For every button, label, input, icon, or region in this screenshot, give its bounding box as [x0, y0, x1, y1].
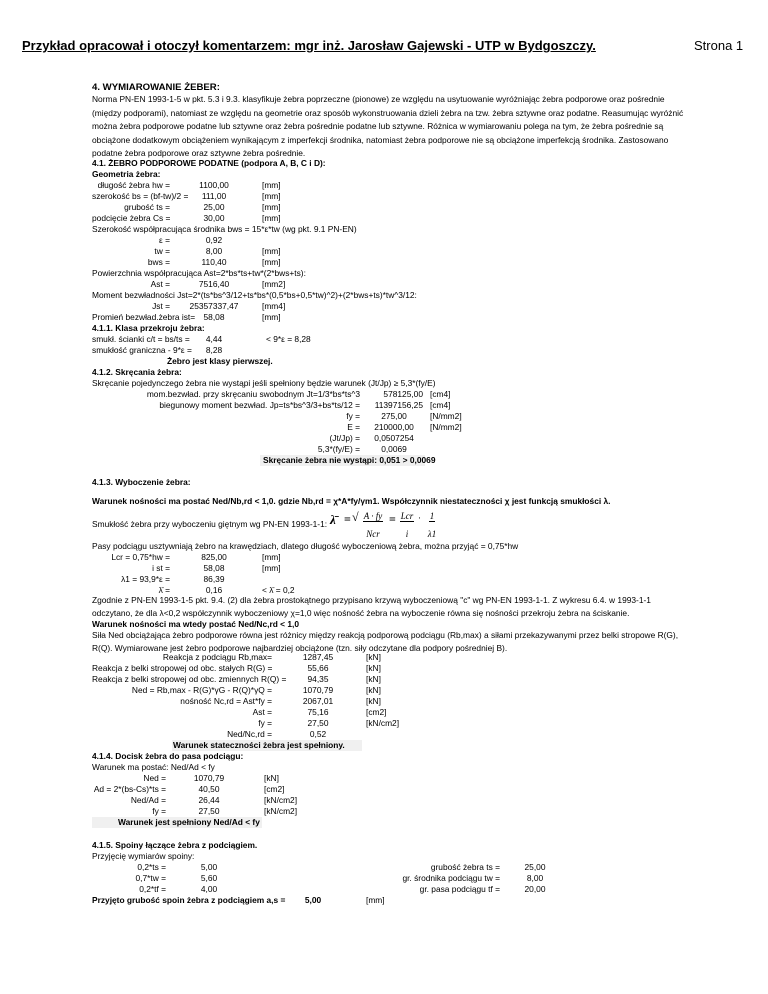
formula-lambda: λ̄	[330, 512, 336, 527]
row-unit: < λ̄ = 0,2	[262, 585, 295, 595]
s413-title: 4.1.3. Wyboczenie żebra:	[92, 477, 191, 487]
row-value: 111,00	[201, 191, 227, 201]
ist-unit: [mm]	[262, 312, 281, 322]
final-value: 5,00	[304, 895, 322, 905]
force-text: Siła Ned obciążająca żebro podporowe równa jest różnicy między reakcją podporową podciągu (Rb,max) a siłami przekazywanymi przez belki stropowe R(G), R(Q). Wymiarowane jest żebro podporowe najbardziej obciążone (tzn. siły odczytane dla podpory pośredniej B).	[92, 630, 679, 653]
s411-r1-label: smukł. ścianki c/t = bs/ts =	[92, 334, 190, 344]
row-unit: [kN/cm2]	[366, 718, 400, 728]
row-value: 0,52	[309, 729, 327, 739]
row-unit: [kN]	[366, 696, 381, 706]
row-unit: [mm]	[262, 191, 281, 201]
row-value: 5,00	[200, 862, 218, 872]
row-label: tw =	[154, 246, 170, 256]
row-value: 5,60	[200, 873, 218, 883]
row-value: 210000,00	[374, 422, 414, 432]
s411-title: 4.1.1. Klasa przekroju żebra:	[92, 323, 205, 333]
row-unit: [mm]	[262, 246, 281, 256]
row-label: 0,7*tw =	[135, 873, 166, 883]
row-label: podcięcie żebra Cs =	[92, 213, 171, 223]
row-unit: [kN]	[366, 663, 381, 673]
ast-value: 7516,40	[198, 279, 230, 289]
row-unit: [kN]	[366, 652, 381, 662]
row-value: 0,92	[205, 235, 223, 245]
s412-title: 4.1.2. Skręcania żebra:	[92, 367, 182, 377]
row-unit: [kN]	[366, 674, 381, 684]
row-value: 1070,79	[302, 685, 334, 695]
row-label: Reakcja z podciągu Rb,max=	[162, 652, 272, 662]
row-label: nośność Nc,rd = Ast*fy =	[180, 696, 272, 706]
row-label: i st =	[152, 563, 170, 573]
row-value: 8,00	[205, 246, 223, 256]
row-unit: [kN]	[264, 773, 279, 783]
row-label: λ̄ =	[158, 585, 170, 595]
s411-r1-value: 4,44	[205, 334, 223, 344]
row-value: 27,50	[307, 718, 329, 728]
s413-cond: Warunek nośności ma postać Ned/Nb,rd < 1,0. gdzie Nb,rd = χ*A*fy/γm1. Współczynnik niestateczności χ jest funkcją smukłości λ.	[92, 496, 611, 506]
jst-value: 25357337,47	[189, 301, 239, 311]
row-label: szerokość bs = (bf-tw)/2 =	[92, 191, 189, 201]
jst-label: Jst =	[152, 301, 170, 311]
bws-text: Szerokość współpracująca środnika bws = 15*ε*tw (wg pkt. 9.1 PN-EN)	[92, 224, 357, 234]
right-label: gr. środnika podciągu tw =	[402, 873, 500, 883]
s411-result: Żebro jest klasy pierwszej.	[167, 356, 273, 366]
ast-label: Ast =	[150, 279, 170, 289]
row-label: fy =	[152, 806, 166, 816]
s413-cond2: Warunek nośności ma wtedy postać Ned/Nc,rd < 1,0	[92, 619, 300, 629]
page-header-title: Przykład opracował i otoczył komentarzem: mgr inż. Jarosław Gajewski - UTP w Bydgoszczy.	[22, 38, 596, 53]
row-value: 0,16	[205, 585, 223, 595]
s411-r2-label: smukłość graniczna - 9*ε =	[92, 345, 192, 355]
row-unit: [cm2]	[366, 707, 387, 717]
row-label: ε =	[159, 235, 170, 245]
row-label: mom.bezwład. przy skręcaniu swobodnym Jt=1/3*bs*ts^3	[146, 389, 360, 399]
s41-geom-title: Geometria żebra:	[92, 169, 161, 179]
row-unit: [cm4]	[430, 400, 451, 410]
formula-fraction-2: Lcr i	[400, 511, 414, 539]
row-value: 1287,45	[302, 652, 334, 662]
row-value: 0,0069	[381, 444, 407, 454]
row-value: 86,39	[203, 574, 225, 584]
row-value: 825,00	[201, 552, 227, 562]
row-label: E =	[347, 422, 360, 432]
row-label: biegunowy moment bezwład. Jp=ts*bs^3/3+bs*ts/12 =	[159, 400, 360, 410]
row-label: 5,3*(fy/E) =	[317, 444, 360, 454]
row-label: fy =	[258, 718, 272, 728]
row-unit: [mm]	[262, 202, 281, 212]
row-label: Reakcja z belki stropowej od obc. stałych R(G) =	[92, 663, 273, 673]
slenderness-text: Smukłość żebra przy wyboczeniu giętnym wg PN-EN 1993-1-1:	[92, 519, 328, 529]
formula-eq: =	[344, 512, 351, 526]
lcr-text: Pasy podciągu usztywniają żebro na krawędziach, dlatego długość wyboczeniową żebra, można przyjąć = 0,75*hw	[92, 541, 519, 551]
row-value: 40,50	[198, 784, 220, 794]
ast-text: Powierzchnia współpracująca Ast=2*bs*ts+tw*(2*bws+ts):	[92, 268, 306, 278]
row-value: 11397156,25	[374, 400, 423, 410]
row-label: grubość ts =	[124, 202, 170, 212]
intro-paragraph: Norma PN-EN 1993-1-5 w pkt. 5.3 i 9.3. klasyfikuje żebra poprzeczne (pionowe) ze względu na usytuowanie wyróżniając żebra podporowe oraz pośrednie (między podporami), natomiast ze względu na geometrie oraz sposób wykonstruowania dzieli żebra na tzw. żebra sztywne oraz podatne. Reasumując wyróżnić można żebra podporowe podatne lub sztywne oraz żebra pośrednie podatne lub sztywne. Różnica w wymiarowaniu polega na tym, że żebra pośrednie są obciążone dodatkowym obciążeniem wynikającym z imperfekcji środnika, natomiast żebra podporowe nie są obciążone imperfekcją środnika. Zastosowano podatne żebra podporowe oraz sztywne żebra pośrednie.	[92, 94, 684, 159]
page-number: Strona 1	[694, 38, 744, 53]
row-label: Ned/Nc,rd =	[227, 729, 272, 739]
row-unit: [N/mm2]	[430, 411, 462, 421]
right-label: gr. pasa podciągu tf =	[419, 884, 500, 894]
formula-eq-2: =	[389, 512, 396, 526]
s412-result: Skręcanie żebra nie wystąpi: 0,051 > 0,0069	[263, 455, 436, 465]
formula-dot: ·	[418, 513, 421, 523]
s414-cond: Warunek ma postać: Ned/Ad < fy	[92, 762, 215, 772]
row-unit: [mm]	[262, 552, 281, 562]
row-value: 275,00	[381, 411, 407, 421]
s415-sub: Przyjęcię wymiarów spoiny:	[92, 851, 195, 861]
sqrt-icon: √	[352, 510, 359, 524]
row-label: Ned =	[143, 773, 166, 783]
curve-text: Zgodnie z PN-EN 1993-1-5 pkt. 9.4. (2) dla żebra prostokątnego przypisano krzywą wyboczeniową "c" wg PN-EN 1993-1-1. Z wykresu 6.4. w 1993-1-1 odczytano, że dla λ<0,2 współczynnik wyboczeniowy χ=1,0 więc nośność żebra na wyboczenie równa się nośności przekroju żebra na ściskanie.	[92, 595, 651, 618]
final-unit: [mm]	[366, 895, 385, 905]
right-label: grubość żebra ts =	[430, 862, 500, 872]
jst-text: Moment bezwładności Jst=2*(ts*bs^3/12+ts*bs*(0,5*bs+0,5*tw)^2)+(2*bws+ts)*tw^3/12:	[92, 290, 417, 300]
row-unit: [kN]	[366, 685, 381, 695]
row-label: Ned = Rb,max - R(G)*γG - R(Q)*γQ =	[131, 685, 272, 695]
row-unit: [kN/cm2]	[264, 806, 298, 816]
row-label: (Jt/Jp) =	[329, 433, 360, 443]
row-unit: [mm]	[262, 257, 281, 267]
row-value: 55,66	[307, 663, 329, 673]
row-label: 0,2*ts =	[137, 862, 166, 872]
row-label: λ1 = 93,9*ε =	[121, 574, 170, 584]
row-unit: [mm]	[262, 213, 281, 223]
s413-result: Warunek stateczności żebra jest spełniony.	[173, 740, 345, 750]
row-label: bws =	[147, 257, 170, 267]
row-value: 94,35	[307, 674, 329, 684]
row-label: Ned/Ad =	[130, 795, 166, 805]
row-label: Ast =	[252, 707, 272, 717]
row-unit: [N/mm2]	[430, 422, 462, 432]
row-value: 1070,79	[193, 773, 225, 783]
row-label: Ad = 2*(bs-Cs)*ts =	[93, 784, 166, 794]
row-label: Reakcja z belki stropowej od obc. zmiennych R(Q) =	[92, 674, 287, 684]
ist-label: Promień bezwład.żebra ist=	[92, 312, 196, 322]
s414-result: Warunek jest spełniony Ned/Ad < fy	[118, 817, 260, 827]
s41-title: 4.1. ŻEBRO PODPOROWE PODATNE (podpora A, B, C i D):	[92, 158, 326, 168]
row-unit: [cm2]	[264, 784, 285, 794]
s412-cond: Skręcanie pojedynczego żebra nie wystąpi jeśli spełniony będzie warunek (Jt/Jp) ≥ 5,3*(fy/E)	[92, 378, 436, 388]
ast-unit: [mm2]	[262, 279, 286, 289]
right-value: 8,00	[526, 873, 544, 883]
row-unit: [mm]	[262, 180, 281, 190]
row-value: 58,08	[203, 563, 225, 573]
s411-r2-value: 8,28	[205, 345, 223, 355]
row-unit: [mm]	[262, 563, 281, 573]
row-label: 0,2*tf =	[139, 884, 166, 894]
row-value: 1100,00	[199, 180, 229, 190]
s415-title: 4.1.5. Spoiny łączące żebra z podciągiem.	[92, 840, 258, 850]
row-value: 110,40	[201, 257, 227, 267]
s414-title: 4.1.4. Docisk żebra do pasa podciągu:	[92, 751, 244, 761]
row-value: 578125,00	[383, 389, 423, 399]
row-unit: [cm4]	[430, 389, 451, 399]
section-title: 4. WYMIAROWANIE ŻEBER:	[92, 82, 220, 93]
s411-r1-note: < 9*ε = 8,28	[266, 334, 311, 344]
jst-unit: [mm4]	[262, 301, 286, 311]
row-value: 0,0507254	[374, 433, 414, 443]
right-value: 25,00	[524, 862, 546, 872]
ist-value: 58,08	[203, 312, 225, 322]
row-value: 2067,01	[302, 696, 334, 706]
row-value: 25,00	[203, 202, 225, 212]
formula-fraction-3: $\frac{1}{\lambda 1}$	[427, 511, 437, 539]
row-label: fy =	[346, 411, 360, 421]
row-value: 27,50	[198, 806, 220, 816]
row-unit: [kN/cm2]	[264, 795, 298, 805]
final-label: Przyjęto grubość spoin żebra z podciągiem a,s =	[92, 895, 286, 905]
row-value: 30,00	[203, 213, 225, 223]
row-label: Lcr = 0,75*hw =	[111, 552, 170, 562]
right-value: 20,00	[524, 884, 546, 894]
row-label: długość żebra hw =	[97, 180, 170, 190]
row-value: 26,44	[198, 795, 220, 805]
row-value: 4,00	[200, 884, 218, 894]
row-value: 75,16	[307, 707, 329, 717]
formula-fraction-1: A · fy Ncr	[363, 511, 383, 539]
